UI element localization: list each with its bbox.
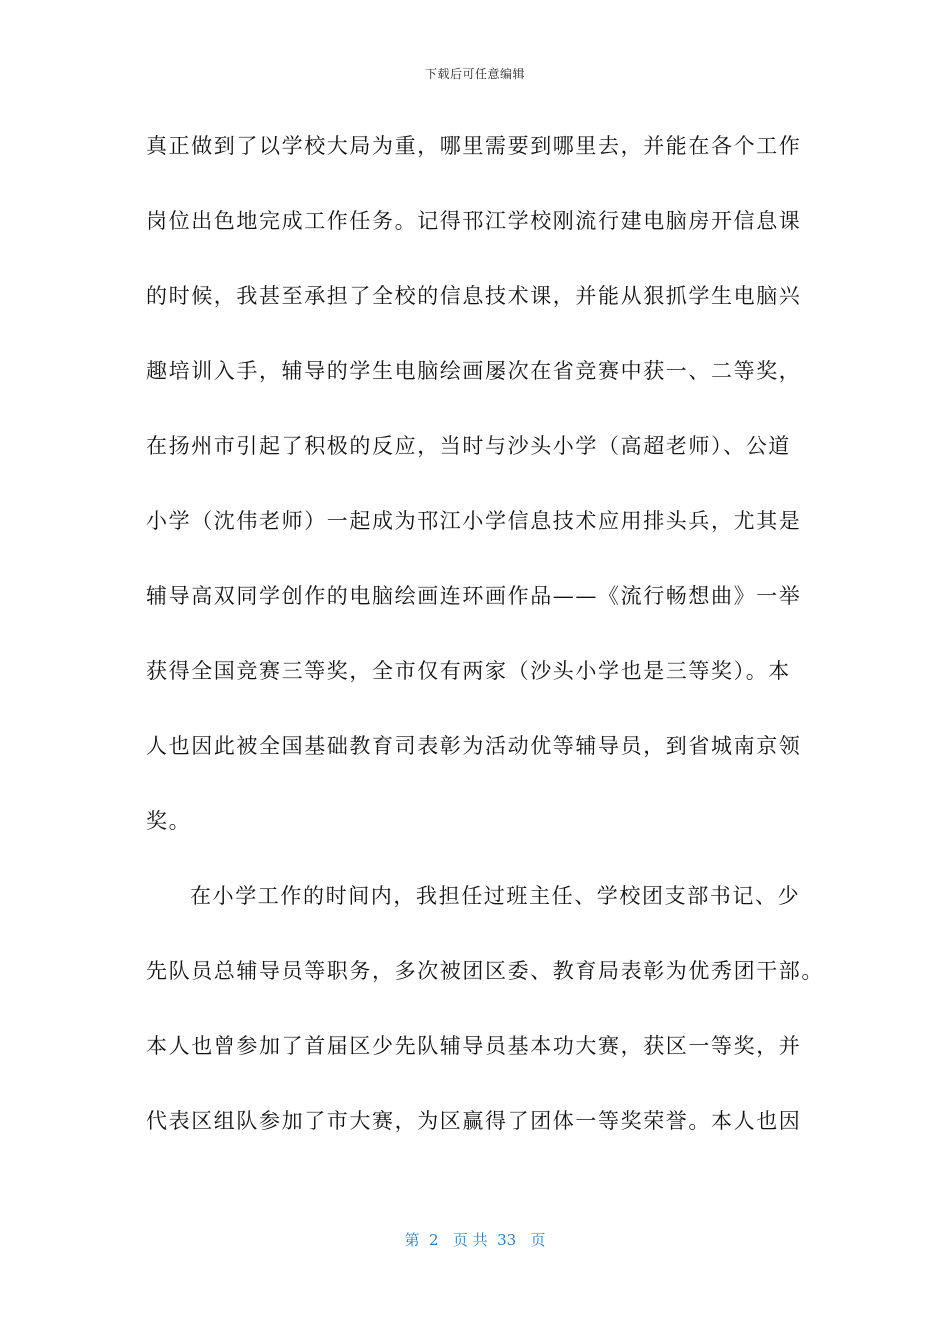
text-line: 先队员总辅导员等职务，多次被团区委、教育局表彰为优秀团干部。 (146, 959, 824, 983)
text-line: 的时候，我甚至承担了全校的信息技术课，并能从狠抓学生电脑兴 (146, 284, 802, 308)
text-line: 趣培训入手，辅导的学生电脑绘画屡次在省竞赛中获一、二等奖， (146, 359, 802, 383)
text-line: 本人也曾参加了首届区少先队辅导员基本功大赛，获区一等奖，并 (146, 1034, 802, 1058)
text-line: 小学（沈伟老师）一起成为邗江小学信息技术应用排头兵，尤其是 (146, 509, 802, 533)
paragraph-start-line: 在小学工作的时间内，我担任过班主任、学校团支部书记、少 (190, 884, 801, 908)
text-line: 获得全国竞赛三等奖，全市仅有两家（沙头小学也是三等奖）。本 (146, 659, 791, 683)
text-line: 在扬州市引起了积极的反应，当时与沙头小学（高超老师）、公道 (146, 434, 791, 458)
page-number-footer: 第 2 页 共 33 页 (404, 1231, 546, 1249)
page-header: 下载后可任意编辑 (424, 67, 525, 81)
text-line: 代表区组队参加了市大赛，为区赢得了团体一等奖荣誉。本人也因 (146, 1109, 802, 1133)
text-line: 奖。 (146, 809, 192, 833)
text-line: 岗位出色地完成工作任务。记得邗江学校刚流行建电脑房开信息课 (146, 209, 802, 233)
body-text (146, 126, 824, 1176)
text-line: 辅导高双同学创作的电脑绘画连环画作品——《流行畅想曲》一举 (146, 584, 802, 608)
text-line: 人也因此被全国基础教育司表彰为活动优等辅导员，到省城南京领 (146, 734, 802, 758)
text-line: 真正做到了以学校大局为重，哪里需要到哪里去，并能在各个工作 (146, 134, 802, 158)
